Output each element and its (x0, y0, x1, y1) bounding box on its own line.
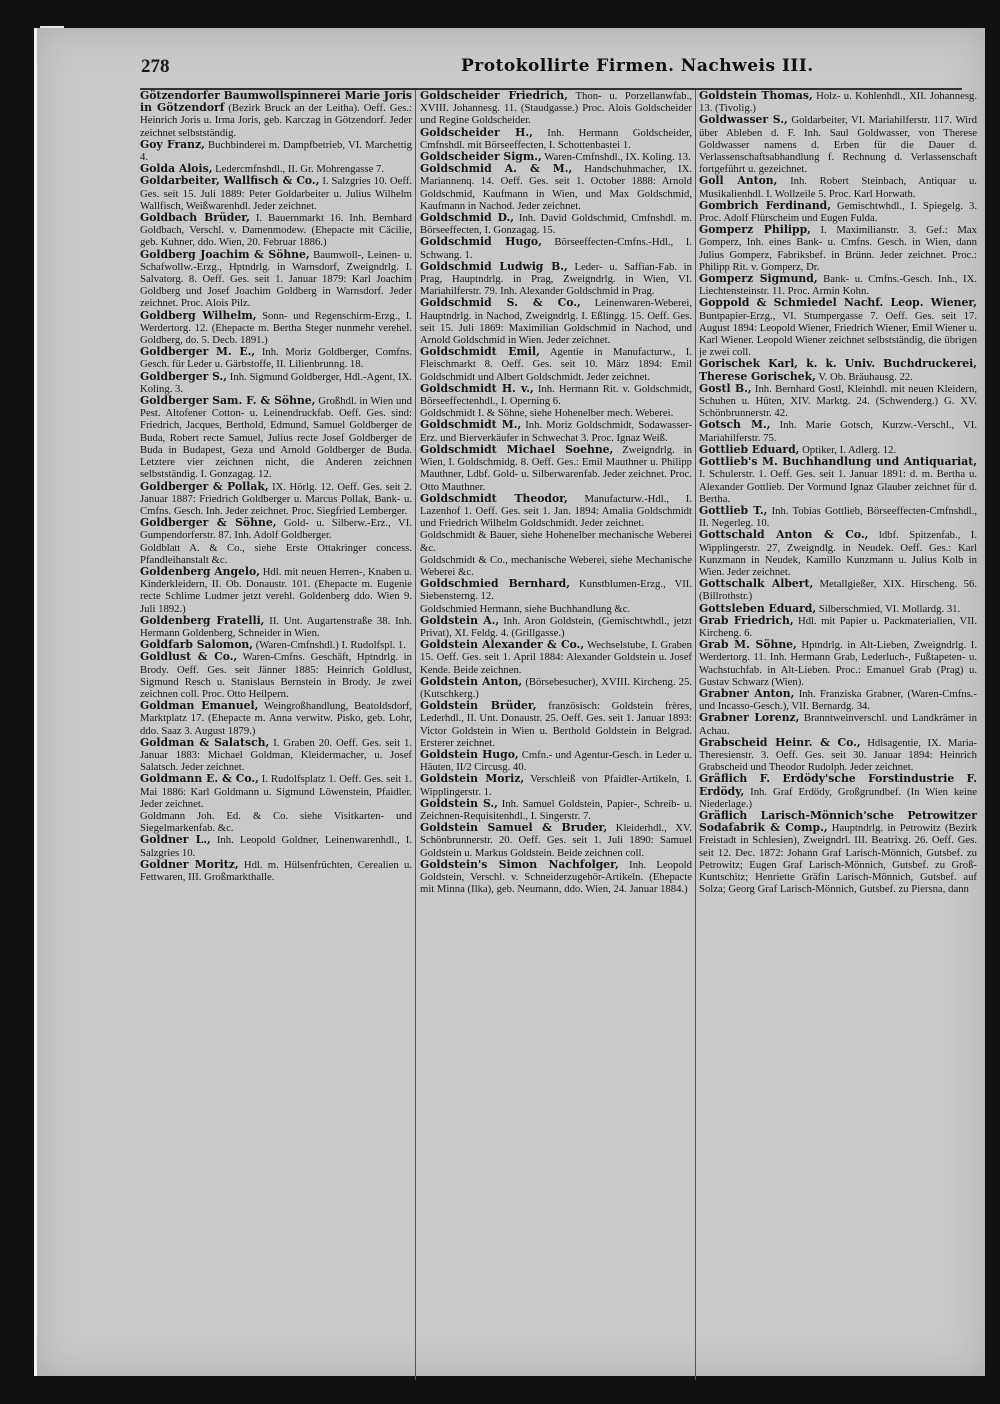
firm-name: Goldberger S., (140, 369, 228, 383)
column-divider-2 (695, 90, 696, 1380)
firm-name: Gostl B., (699, 381, 752, 395)
directory-entry (140, 175, 412, 212)
entry-text: Inh. Moriz Goldberger, Comfns. Gesch. für Leder u. Gärbstoffe, II. Lilienbrunng. 18. (140, 346, 412, 371)
firm-name: Goldberger & Pollak, (140, 479, 269, 493)
firm-name: Goldlust & Co., (140, 650, 238, 664)
directory-entry (420, 529, 692, 553)
entry-text: Hdl. mit Papier u. Packmaterialien, VII. Kircheng. 6. (699, 614, 977, 639)
entry-text: Baumwoll-, Leinen- u. Schafwollw.-Erzg., Hptndrlg. in Warnsdorf, Zweigndrlg. I. Salvatorg. 8. Oeff. Ges. seit 1. Januar 1879: Karl Joachim Goldberg und Josef Joachim Goldberg in Warnsdorf. Jeder zeichnet. Proc. Alois Pilz. (140, 248, 412, 310)
entry-text: Hdlsagentie, IX. Maria-Theresienstr. 3. Oeff. Ges. seit 30. Januar 1894: Heinrich Grabscheid und Theodor Rudolph. Jeder zeichnet. (699, 736, 977, 774)
firm-name: Goldfarb Salomon, (140, 638, 254, 652)
firm-name: Grab Friedrich, (699, 613, 794, 627)
firm-name: Goldberger M. E., (140, 345, 256, 359)
column-1 (140, 90, 412, 1380)
firm-name: Goy Franz, (140, 137, 205, 151)
directory-entry (420, 859, 692, 896)
firm-name: Gotsch M., (699, 418, 771, 432)
entry-text: Goldschmidt & Co., mechanische Weberei, siehe Mechanische Weberei &c. (420, 553, 692, 578)
entry-text: Börseeffecten-Cmfns.-Hdl., I. Schwang. 1. (420, 236, 692, 261)
entry-text: Verschleiß von Pfaidler-Artikeln, I. Wipplingerstr. 1. (420, 773, 692, 798)
directory-entry (420, 773, 692, 797)
directory-entry (420, 749, 692, 773)
directory-entry (420, 163, 692, 212)
entry-text: Inh. Hermann Goldscheider, Cmfnshdl. mit Börseeffecten, I. Schottenbastei 1. (420, 126, 692, 151)
firm-name: Goldarbeiter, Wallfisch & Co., (140, 174, 320, 188)
firm-name: Gomperz Sigmund, (699, 272, 818, 286)
firm-name: Grabner Anton, (699, 686, 795, 700)
entry-text: Handschuhmacher, IX. Mariannenq. 14. Oeff. Ges. seit 1. October 1888: Arnold Goldschmid, Kaufmann in Wien, und Max Goldschmid, Kaufmann in Nachod. Jeder zeichnet. (420, 163, 692, 212)
page-title: Protokollirte Firmen. Nachweis III. (461, 56, 814, 76)
directory-entry (699, 529, 977, 578)
directory-entry (699, 505, 977, 529)
directory-entry (420, 493, 692, 530)
entry-text: Sonn- und Regenschirm-Erzg., I. Werdertorg. 12. (Ehepacte m. Bertha Steger nunmehr verehel. Goldberg, do. 5. Decb. 1891.) (140, 309, 412, 347)
entry-text: I. Maximilianstr. 3. Gef.: Max Gomperz, Inh. eines Bank- u. Cmfns. Gesch. in Wien, dann Julius Gomperz, Fabriksbef. in Brünn. Jeder zeichnet. Proc.: Philipp Rit. v. Gomperz, Dr. (699, 224, 977, 273)
entry-text: Inh. Marie Gotsch, Kurzw.-Verschl., VI. Mariahilferstr. 75. (699, 419, 977, 444)
firm-name: Goldstein Brüder, (420, 699, 537, 713)
entry-text: Inh. Franziska Grabner, (Waren-Cmfns.- und Incasso-Gesch.), VII. Bernardg. 34. (699, 687, 977, 713)
firm-name: Gorischek Karl, k. k. Univ. Buchdruckerei, Therese Gorischek, (699, 357, 977, 383)
directory-entry (140, 212, 412, 249)
firm-name: Goldberger & Söhne, (140, 516, 277, 530)
directory-entry (699, 810, 977, 895)
entry-text: Goldblatt A. & Co., siehe Erste Ottakringer concess. Pfandleihanstalt &c. (140, 541, 412, 566)
entry-text: I. Rudolfsplatz 1. Oeff. Ges. seit 1. Mai 1886: Karl Goldmann u. Sigmund Löwenstein, Pfaidler. Jeder zeichnet. (140, 773, 412, 810)
directory-entry (140, 346, 412, 370)
directory-entry (140, 859, 412, 883)
directory-entry (420, 297, 692, 346)
firm-name: Goldman Emanuel, (140, 699, 259, 713)
firm-name: Goldwasser S., (699, 113, 788, 127)
directory-entry (140, 139, 412, 163)
firm-name: Gomperz Philipp, (699, 223, 811, 237)
directory-entry (140, 651, 412, 700)
entry-text: Goldmann Joh. Ed. & Co. siehe Visitkarten- und Siegelmarkenfab. &c. (140, 809, 412, 835)
directory-entry (140, 615, 412, 639)
entry-text: Inh. David Goldschmid, Cmfnshdl. m. Börseeffecten, I. Gonzagag. 15. (420, 212, 692, 237)
entry-text: I. Bauernmarkt 16. Inh. Bernhard Goldbach, Verschl. v. Damenmodew. (Ehepacte mit Cäcilie, geb. Kuhner, ddo. Wien, 20. Februar 1886.) (140, 212, 412, 249)
firm-name: Gombrich Ferdinand, (699, 198, 831, 212)
entry-text: Manufacturw.-Hdl., I. Lazenhof 1. Oeff. Ges. seit 1. Jan. 1894: Amalia Goldschmidt und Friedrich Wilhelm Goldschmidt. Jeder zeichnet. (420, 492, 692, 530)
directory-entry (699, 615, 977, 639)
directory-entry (420, 127, 692, 151)
firm-name: Goldschmid D., (420, 211, 515, 225)
firm-name: Goldbach Brüder, (140, 211, 250, 225)
firm-name: Goldstein A., (420, 613, 500, 627)
directory-entry (140, 371, 412, 395)
directory-entry (420, 822, 692, 859)
directory-entry (420, 236, 692, 260)
firm-name: Goldstein's Simon Nachfolger, (420, 857, 619, 871)
directory-entry (699, 712, 977, 736)
entry-text: Inh. Bernhard Gostl, Kleinhdl. mit neuen Kleidern, Schuhen u. Hüten, XIV. Marktg. 24. (Schwenderg.) G. XV. Schönbrunnerstr. 42. (699, 382, 977, 420)
firm-name: Gräflich Larisch-Mönnich'sche Petrowitzer Sodafabrik & Comp., (699, 808, 977, 835)
entry-text: Zweigndrlg. in Wien, I. Goldschmidg. 8. Oeff. Ges.: Emil Mauthner u. Philipp Mauthner, Ldbf. Gold- u. Silberwarenfab. Jeder zeichnet. Proc. Otto Mauthner. (420, 443, 692, 493)
firm-name: Gräflich F. Erdödy'sche Forstindustrie F. Erdödy, (699, 772, 977, 798)
firm-name: Gottlieb's M. Buchhandlung und Antiquariat, (699, 455, 977, 469)
entry-text: Großhdl. in Wien und Pest. Altofener Cotton- u. Leinendruckfab. Oeff. Ges. sind: Friedrich, Jacques, Berthold, Edmund, Samuel Goldberger de Buda, Robert recte Samuel, Julius recte Josef Goldberger de Buda in Budapest, Geza und Arnold Goldberger de Buda. Letztere vier zeichnen nicht, die Anderen zeichnen selbstständig. I. Gonzagag. 12. (140, 395, 412, 481)
entry-text: Buntpapier-Erzg., VI. Stumpergasse 7. Oeff. Ges. seit 17. August 1894: Leopold Wiener, Friedrich Wiener, Emil Wiener u. Karl Wiener. Leopold Wiener zeichnet selbstständig, die übrigen je zwei coll. (699, 309, 977, 359)
firm-name: Goldschmied Bernhard, (420, 577, 570, 591)
directory-entry (140, 310, 412, 347)
directory-entry (420, 261, 692, 298)
directory-entry (699, 578, 977, 602)
firm-name: Gottlieb T., (699, 503, 768, 517)
entry-text: Inh. Moriz Goldschmidt, Sodawasser-Erz. und Bierverkäufer in Schwechat 3. Proc. Ignaz Weiß. (420, 419, 692, 444)
entry-text: I. Graben 20. Oeff. Ges. seit 1. Januar 1883: Michael Goldman, Kleidermacher, u. Josef Salatsch. Jeder zeichnet. (140, 736, 412, 774)
entry-text: französisch: Goldstein frères, Lederhdl., II. Unt. Donaustr. 25. Oeff. Ges. seit 1. Januar 1893: Victor Goldstein in Wien u. Berthold Goldstein in Belgrad. Ersterer zeichnet. (420, 700, 692, 749)
directory-entry (699, 297, 977, 358)
directory-entry (699, 773, 977, 810)
firm-name: Goldstein Hugo, (420, 747, 519, 761)
firm-name: Goldberger Sam. F. & Söhne, (140, 394, 316, 408)
directory-entry (140, 810, 412, 834)
directory-entry (420, 419, 692, 443)
firm-name: Gottlieb Eduard, (699, 442, 800, 456)
directory-entry (699, 383, 977, 420)
directory-entry (699, 200, 977, 224)
entry-text: Bank- u. Cmfns.-Gesch. Inh., IX. Liechtensteinstr. 11. Proc. Armin Kohn. (699, 273, 977, 298)
firm-name: Gottsleben Eduard, (699, 601, 817, 615)
firm-name: Goldschmid S. & Co., (420, 296, 581, 310)
directory-entry (140, 737, 412, 774)
firm-name: Golda Alois, (140, 162, 213, 176)
firm-name: Goldstein Moriz, (420, 772, 525, 786)
entry-text: Goldarbeiter, VI. Mariahilferstr. 117. Wird über Ableben d. F. Inh. Saul Goldwasser, von Therese Goldwasser namens d. Erben für die Dauer d. Verlassenschaftsabhandlung f. Rechnung d. Verlassenschaft fortgeführt u. gezeichnet. (699, 114, 977, 176)
directory-entry (420, 212, 692, 236)
directory-entry (699, 639, 977, 688)
directory-entry (140, 517, 412, 541)
directory-entry (420, 554, 692, 578)
page-header (105, 56, 985, 86)
entry-text: (Börsebesucher), XVIII. Kircheng. 25. (Kutschkerg.) (420, 675, 692, 700)
firm-name: Goldschmid A. & M., (420, 162, 573, 176)
firm-name: Goldschmidt Emil, (420, 345, 540, 359)
entry-text: IX. Hörlg. 12. Oeff. Ges. seit 2. Januar 1887: Friedrich Goldberger u. Marcus Pollak, Bank- u. Cmfns. Gesch. Inh. Jeder zeichnet. Proc. Siegfried Lemberger. (140, 480, 412, 517)
entry-text: Hdl. mit neuen Herren-, Knaben u. Kinderkleidern, II. Ob. Donaustr. 101. (Ehepacte m. Eugenie recte Schlime Ludmer jetzt verehl. Goldenberg ddo. Wien 9. Juli 1892.) (140, 565, 412, 615)
directory-entry (140, 773, 412, 810)
firm-name: Grabscheid Heinr. & Co., (699, 735, 861, 749)
directory-entry (699, 456, 977, 505)
directory-entry (420, 676, 692, 700)
firm-name: Goldscheider Sigm., (420, 150, 542, 164)
firm-name: Goldscheider Friedrich, (420, 90, 569, 102)
directory-entry (140, 481, 412, 518)
directory-entry (699, 358, 977, 382)
entry-text: Waren-Cmfnshdl., IX. Koling. 13. (541, 151, 691, 164)
firm-name: Goldschmid Ludwig B., (420, 259, 568, 273)
firm-name: Goldenberg Angelo, (140, 564, 260, 578)
directory-entry (699, 737, 977, 774)
directory-entry (699, 90, 977, 114)
directory-entry (140, 566, 412, 615)
entry-text: Kleiderhdl., XV. Schönbrunnerstr. 20. Oeff. Ges. seit 1. Juli 1890: Samuel Goldstein u. Markus Goldstein. Beide zeichnen coll. (420, 822, 692, 859)
entry-text: V. Ob. Bräuhausg. 22. (815, 370, 913, 383)
firm-name: Goldmann E. & Co., (140, 772, 259, 786)
directory-entry (140, 249, 412, 310)
firm-name: Gottschalk Albert, (699, 577, 814, 591)
firm-name: Goldstein Anton, (420, 674, 523, 688)
firm-name: Goldberg Joachim & Söhne, (140, 247, 310, 261)
directory-entry (140, 90, 412, 139)
entry-text: Weingroßhandlung, Beatoldsdorf, Marktplatz 17. (Ehepacte m. Anna verwitw. Pisko, geb. Lohr, ddo. Saaz 3. August 1879.) (140, 700, 412, 737)
directory-entry (420, 700, 692, 749)
firm-name: Goll Anton, (699, 174, 778, 188)
firm-name: Goldberg Wilhelm, (140, 308, 257, 322)
directory-entry (420, 346, 692, 383)
directory-entry (699, 273, 977, 297)
directory-entry (699, 419, 977, 443)
entry-text: Inh. Tobias Gottlieb, Börseeffecten-Cmfnshdl., II. Negerleg. 10. (699, 504, 977, 530)
directory-entry (699, 175, 977, 199)
entry-text: I. Salzgries 10. Oeff. Ges. seit 15. Juli 1889: Peter Goldarbeiter u. Julius Wilhelm Wallfisch, Weißwarenhdl. Jeder zeichnet. (140, 175, 412, 212)
directory-entry (420, 615, 692, 639)
directory-entry (140, 834, 412, 858)
firm-name: Götzendorfer Baumwollspinnerei Marie Joris in Götzendorf (140, 90, 412, 115)
entry-text: I. Schulerstr. 1. Oeff. Ges. seit 1. Januar 1891: d. m. Bertha u. Alexander Gottlieb. Der Vormund Ignaz Glauber zeichnet für d. Bertha. (699, 468, 977, 505)
firm-name: Grabner Lorenz, (699, 711, 800, 725)
entry-text: Buchbinderei m. Dampfbetrieb, VI. Marchettig 4. (140, 138, 412, 164)
entry-text: ldbf. Spitzenfab., I. Wipplingerstr. 27, Zweigndlg. in Neudek. Oeff. Ges.: Karl Kunzmann in Neudek, Kamillo Kunzmann u. Julius Kolb in Wien. Jeder zeichnet. (699, 529, 977, 578)
directory-entry (699, 224, 977, 273)
firm-name: Goldschmidt Theodor, (420, 491, 568, 505)
entry-text: Gold- u. Silberw.-Erz., VI. Gumpendorferstr. 87. Inh. Adolf Goldberger. (140, 517, 412, 542)
firm-name: Grab M. Söhne, (699, 638, 797, 652)
directory-entry (140, 542, 412, 566)
firm-name: Goldschmid Hugo, (420, 235, 542, 249)
firm-name: Gottschald Anton & Co., (699, 528, 869, 542)
firm-name: Goldschmidt M., (420, 418, 522, 432)
entry-text: Inh. Sigmund Goldberger, Hdl.-Agent, IX. Koling. 3. (140, 370, 412, 395)
entry-text: Inh. Robert Steinbach, Antiquar u. Musikalienhdl. I. Wollzeile 5. Proc. Karl Horwath. (699, 175, 977, 200)
entry-text: Inh. Hermann Rit. v. Goldschmidt, Börseeffectenhdl., I. Operning 6. (420, 382, 692, 408)
entry-text: Hdl. m. Hülsenfrüchten, Cerealien u. Fettwaren, III. Großmarkthalle. (140, 858, 412, 883)
entry-text: Inh. Samuel Goldstein, Papier-, Schreib- u. Zeichnen-Requisitenhdl., I. Singerstr. 7. (420, 797, 692, 822)
entry-text: Goldschmidt & Bauer, siehe Hohenelber mechanische Weberei &c. (420, 529, 692, 554)
directory-entry (420, 444, 692, 493)
entry-text: Holz- u. Kohlenhdl., XII. Johannesg. 13. (Tivolig.) (699, 90, 977, 115)
entry-text: Inh. Leopold Goldner, Leinenwarenhdl., I. Salzgries 10. (140, 834, 412, 859)
firm-name: Goldschmidt H. v., (420, 381, 534, 395)
firm-name: Goppold & Schmiedel Nachf. Leop. Wiener, (699, 296, 977, 310)
entry-text: Inh. Aron Goldstein, (Gemischtwhdl., jetzt Privat), XI. Feldg. 4. (Grillgasse.) (420, 614, 692, 639)
entry-text: Goldschmied Hermann, siehe Buchhandlung &c. (420, 602, 631, 615)
entry-text: Leder- u. Saffian-Fab. in Prag, Hauptndrlg. in Prag, Zweigndrlg. in Wien, VI. Mariahilferstr. 79. Inh. Alexander Goldschmid in Prag. (420, 260, 692, 298)
entry-text: Hptndrlg. in Alt-Lieben, Zweigndrlg. I. Werdertorg. 11. Inh. Hermann Grab, Lederluch-, Fußtapeten- u. Wachstuchfab. in Alt-Lieben. Proc.: Emanuel Grab (Prag) u. Gustav Schwarz (Wien). (699, 639, 977, 688)
firm-name: Goldschmidt Michael Soehne, (420, 442, 614, 456)
entry-text: Cmfn.- und Agentur-Gesch. in Leder u. Häuten, II/2 Circusg. 40. (420, 748, 692, 774)
entry-text: Goldschmidt I. & Söhne, siehe Hohenelber mech. Weberei. (420, 407, 674, 420)
entry-text: Leinenwaren-Weberei, Hauptndrlg. in Nachod, Zweigndrlg. I. Eßlingg. 15. Oeff. Ges. seit 15. Juli 1869: Maximilian Goldschmid in Nachod, und Arnold Goldschmid in Wien. Jeder zeichnet. (420, 297, 692, 347)
entry-text: (Bezirk Bruck an der Leitha). Oeff. Ges.: Heinrich Joris u. Irma Joris, geb. Karczag in Götzendorf. Jeder zeichnet selbstständig. (140, 102, 412, 139)
directory-entry (420, 639, 692, 676)
firm-name: Goldstein Alexander & Co., (420, 638, 585, 652)
entry-text: Gemischtwhdl., I. Spiegelg. 3. Proc. Adolf Flürscheim und Eugen Fulda. (699, 199, 977, 225)
entry-text: Optiker, I. Adlerg. 12. (799, 443, 897, 456)
directory-entry (420, 90, 692, 127)
column-2 (420, 90, 692, 1380)
entry-text: Kunstblumen-Erzg., VII. Siebensterng. 12. (420, 578, 692, 603)
directory-entry (699, 114, 977, 175)
firm-name: Goldner L., (140, 833, 211, 847)
directory-entry (420, 578, 692, 602)
firm-name: Goldscheider H., (420, 125, 533, 139)
firm-name: Goldman & Salatsch, (140, 735, 270, 749)
entry-text: Silberschmied, VI. Mollardg. 31. (816, 602, 961, 615)
entry-text: Inh. Leopold Goldstein, Verschl. v. Schneiderzugehör-Artikeln. (Ehepacte mit Minna (Ilka), geb. Neumann, ddo. Wien, 24. Januar 1884.) (420, 858, 692, 896)
directory-entry (140, 395, 412, 480)
column-3 (699, 90, 977, 1380)
entry-text: Wechselstube, I. Graben 15. Oeff. Ges. seit 1. April 1884: Alexander Goldstein u. Josef Kende. Beide zeichnen. (420, 639, 692, 676)
entry-text: (Waren-Cmfnshdl.) I. Rudolfspl. 1. (253, 639, 406, 652)
entry-text: Inh. Graf Erdödy, Großgrundbef. (In Wien keine Niederlage.) (699, 785, 977, 810)
directory-entry (420, 383, 692, 407)
entry-text: Agentie in Manufacturw., I. Fleischmarkt 8. Oeff. Ges. seit 10. März 1894: Emil Goldschmidt und Albert Goldschmidt. Jeder zeichnet. (420, 346, 692, 383)
entry-text: Metallgießer, XIX. Hirscheng. 56. (Billrothstr.) (699, 578, 977, 603)
directory-entry (140, 700, 412, 737)
firm-name: Goldner Moritz, (140, 857, 239, 871)
entry-text: II. Unt. Augartenstraße 38. Inh. Hermann Goldenberg, Schneider in Wien. (140, 614, 412, 639)
page-number: 278 (141, 56, 170, 77)
firm-name: Goldenberg Fratelli, (140, 613, 265, 627)
directory-entry (420, 798, 692, 822)
directory-entry (699, 688, 977, 712)
entry-text: Thon- u. Porzellanwfab., XVIII. Johannesg. 11. (Staudgasse.) Proc. Alois Goldscheider und Regine Goldscheider. (420, 90, 692, 127)
entry-text: Hauptndrlg. in Petrowitz (Bezirk Freistadt in Schlesien), Zweigndrl. III. Beatrixg. 26. Oeff. Ges. seit 12. Dec. 1872: Johann Graf Larisch-Mönnich, Gutsbef. zu Petrowitz; Eugen Graf Larisch-Mönnich, Gutsbef. zu Groß-Kuntschitz; Henriette Gräfin Larisch-Mönnich, Gutsbef. auf Solza; Georg Graf Larisch-Mönnich, Gutsbef. zu Piersna, dann (699, 822, 977, 896)
firm-name: Goldstein S., (420, 796, 498, 810)
firm-name: Goldstein Samuel & Bruder, (420, 821, 608, 835)
entry-text: Waren-Cmfns. Geschäft, Hptndrlg. in Brody. Oeff. Ges. seit Jänner 1885: Heinrich Goldlust, Sigmund Resch u. Stanislaus Bernstein in Brody. Je zwei zeichnen coll. Proc. Otto Heilpern. (140, 651, 412, 700)
entry-text: Ledercmfnshdl., II. Gr. Mohrengasse 7. (212, 163, 385, 176)
entry-text: Branntweinverschl. und Landkrämer in Achau. (699, 712, 977, 737)
column-divider-1 (415, 90, 416, 1380)
firm-name: Goldstein Thomas, (699, 90, 813, 102)
